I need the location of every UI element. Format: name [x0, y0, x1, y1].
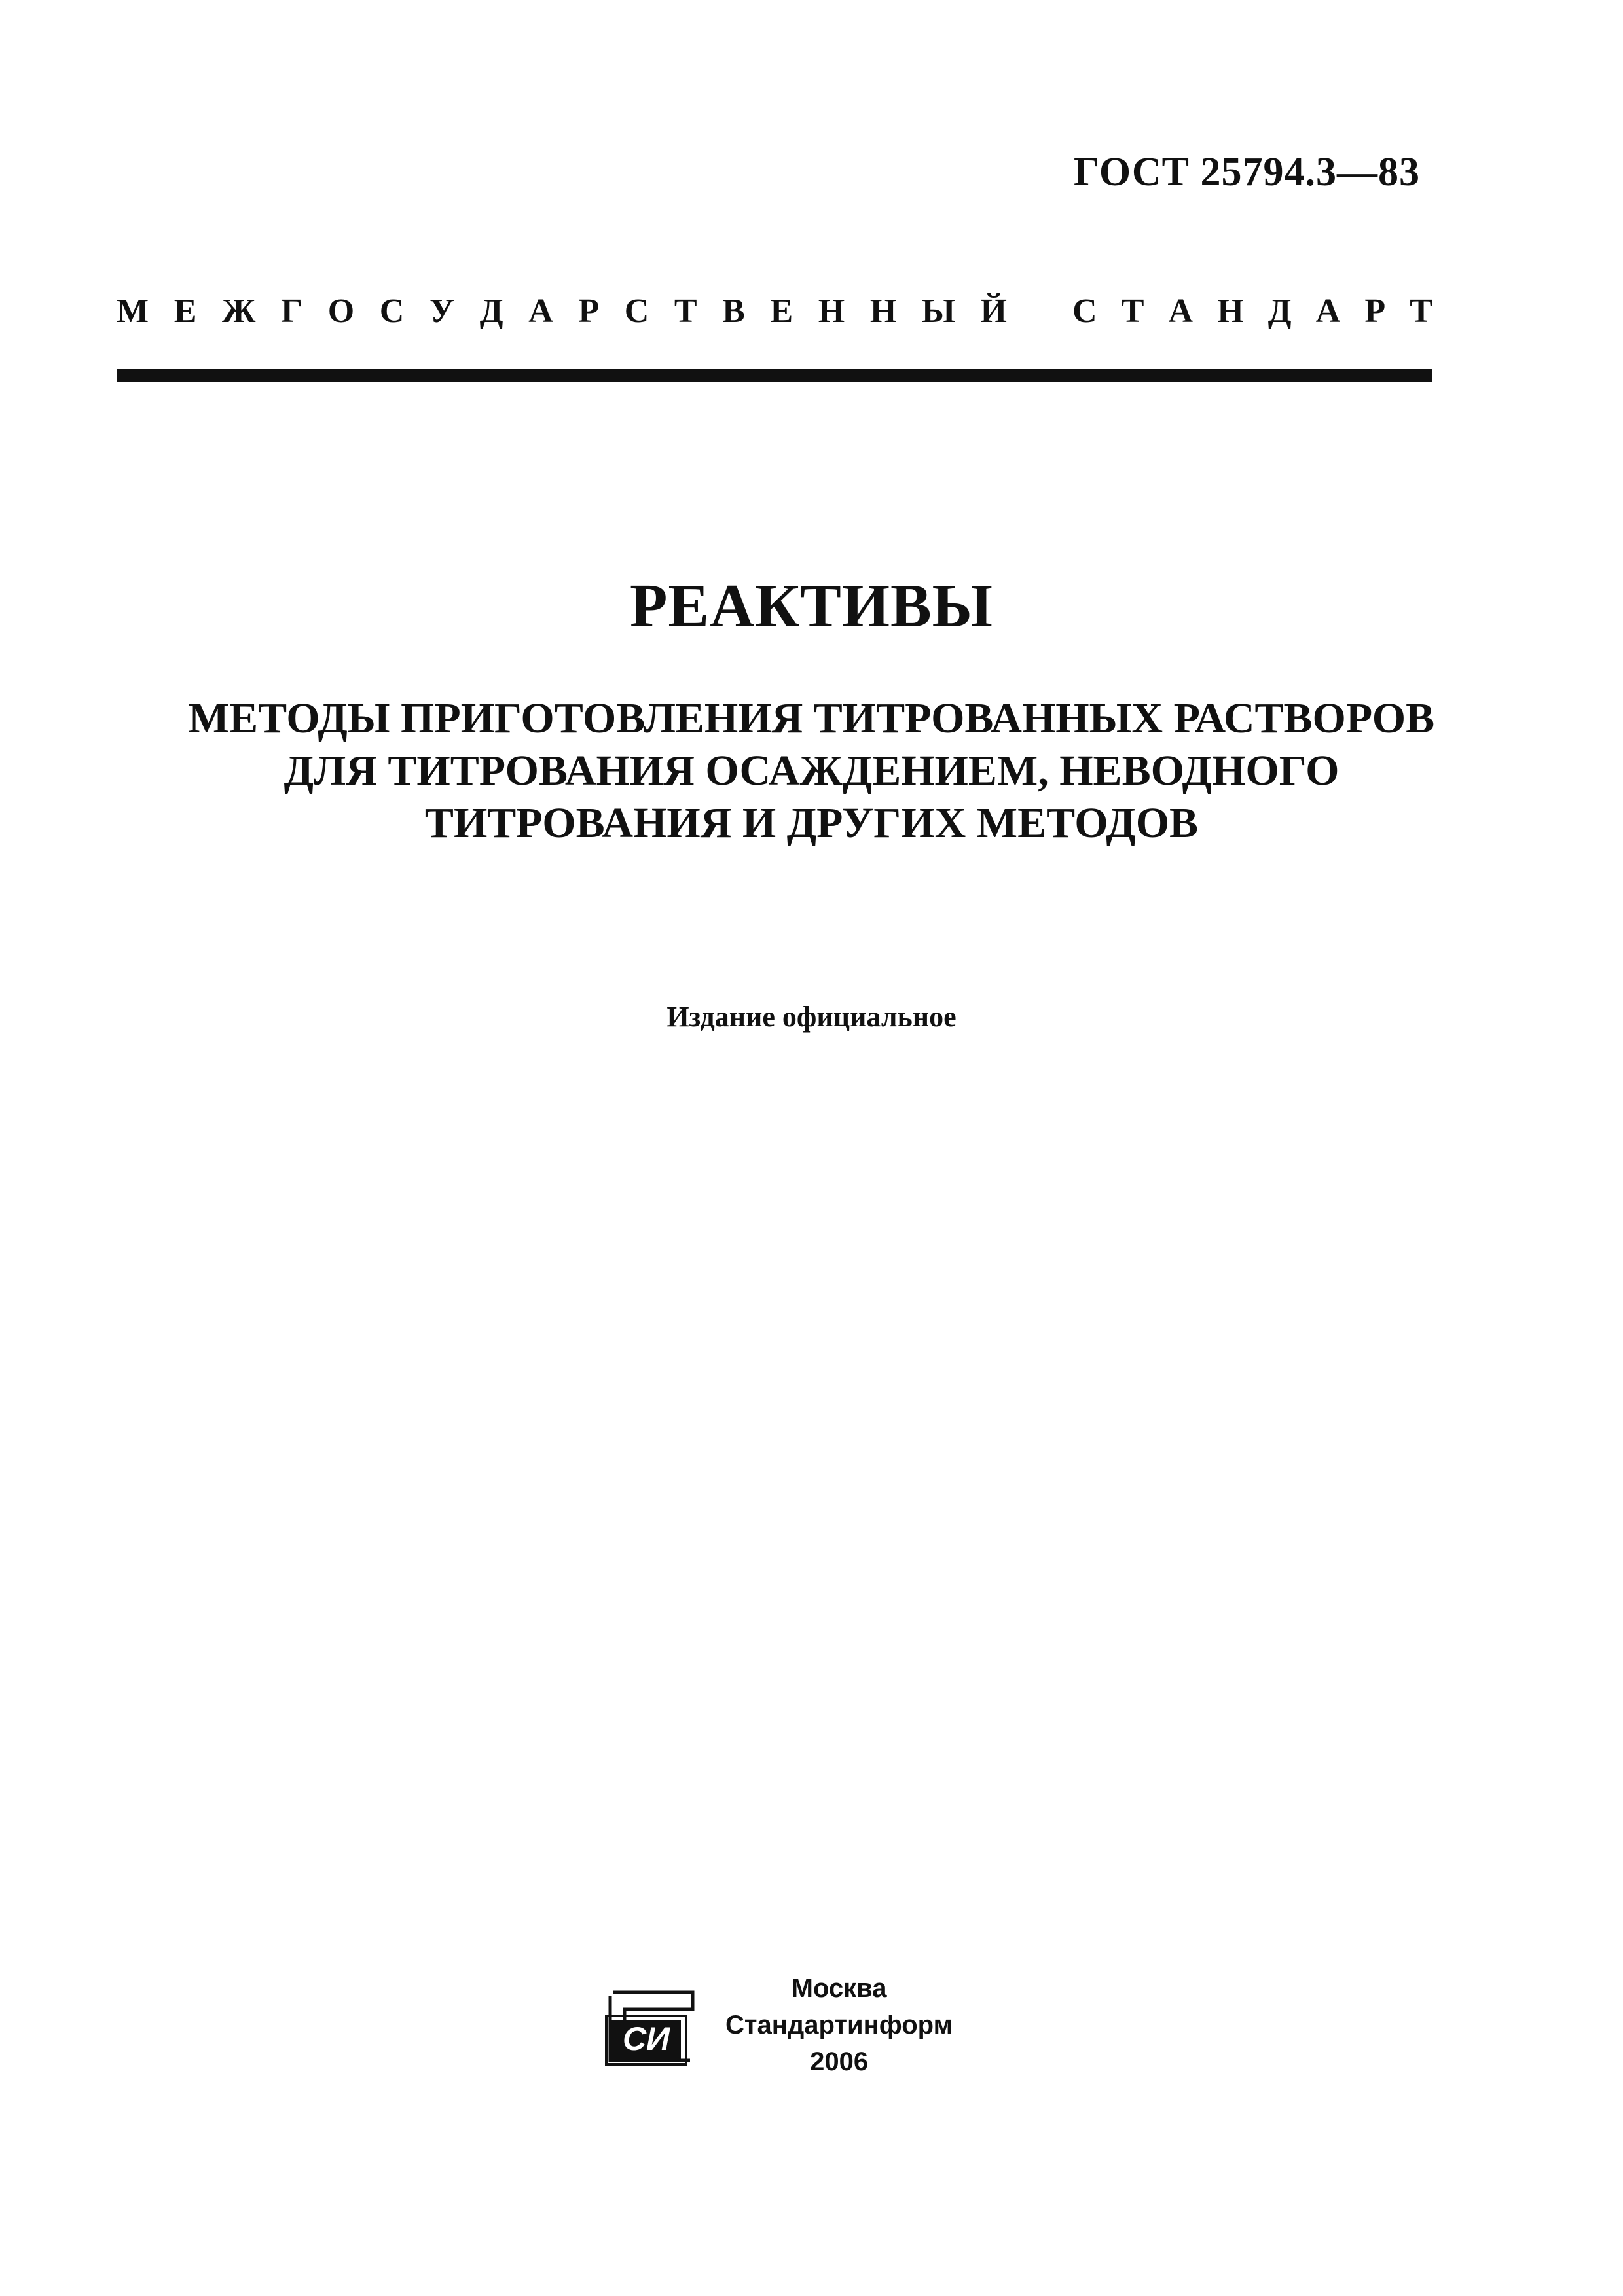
series-letter: А: [1315, 293, 1341, 330]
imprint-year: 2006: [810, 2047, 869, 2076]
standard-series-heading: [117, 292, 1432, 331]
logo-lettering: СИ: [622, 2020, 670, 2057]
series-letter: Р: [578, 293, 600, 330]
series-letter: А: [528, 293, 553, 330]
series-letter: С: [1072, 293, 1097, 330]
series-letter: В: [722, 293, 745, 330]
series-letter: Й: [980, 293, 1007, 330]
series-letter: Е: [770, 293, 793, 330]
series-letter: Н: [869, 293, 897, 330]
series-word-interstate: [117, 292, 1007, 331]
imprint: [725, 1970, 953, 2080]
series-letter: М: [117, 293, 149, 330]
edition-note: Издание официальное: [666, 1001, 957, 1033]
document-number: ГОСТ 25794.3—83: [1073, 150, 1420, 194]
series-letter: Д: [479, 293, 503, 330]
document-subtitle: [0, 692, 1623, 850]
heading-divider: [117, 369, 1432, 382]
series-letter: Е: [173, 293, 197, 330]
series-letter: Т: [1121, 293, 1144, 330]
standartinform-logo-icon: [601, 1983, 699, 2067]
series-letter: Н: [818, 293, 845, 330]
series-letter: С: [379, 293, 405, 330]
document-title: РЕАКТИВЫ: [630, 572, 993, 640]
subtitle-line: ТИТРОВАНИЯ И ДРУГИХ МЕТОДОВ: [424, 799, 1199, 847]
series-letter: Т: [1410, 293, 1432, 330]
subtitle-line: МЕТОДЫ ПРИГОТОВЛЕНИЯ ТИТРОВАННЫХ РАСТВОРОВ: [188, 694, 1435, 742]
series-letter: О: [327, 293, 355, 330]
series-letter: А: [1168, 293, 1194, 330]
series-letter: Т: [674, 293, 697, 330]
subtitle-line: ДЛЯ ТИТРОВАНИЯ ОСАЖДЕНИЕМ, НЕВОДНОГО: [283, 747, 1340, 795]
series-word-standard: [1072, 292, 1432, 331]
series-letter: Д: [1267, 293, 1292, 330]
series-letter: Р: [1364, 293, 1386, 330]
series-letter: Г: [281, 293, 303, 330]
series-letter: Ы: [921, 293, 955, 330]
series-letter: Н: [1217, 293, 1244, 330]
series-letter: У: [429, 293, 455, 330]
imprint-city: Москва: [791, 1974, 887, 2003]
imprint-publisher: Стандартинформ: [725, 2011, 953, 2039]
publisher-block: [601, 1970, 953, 2080]
series-letter: Ж: [222, 293, 256, 330]
series-letter: С: [624, 293, 649, 330]
